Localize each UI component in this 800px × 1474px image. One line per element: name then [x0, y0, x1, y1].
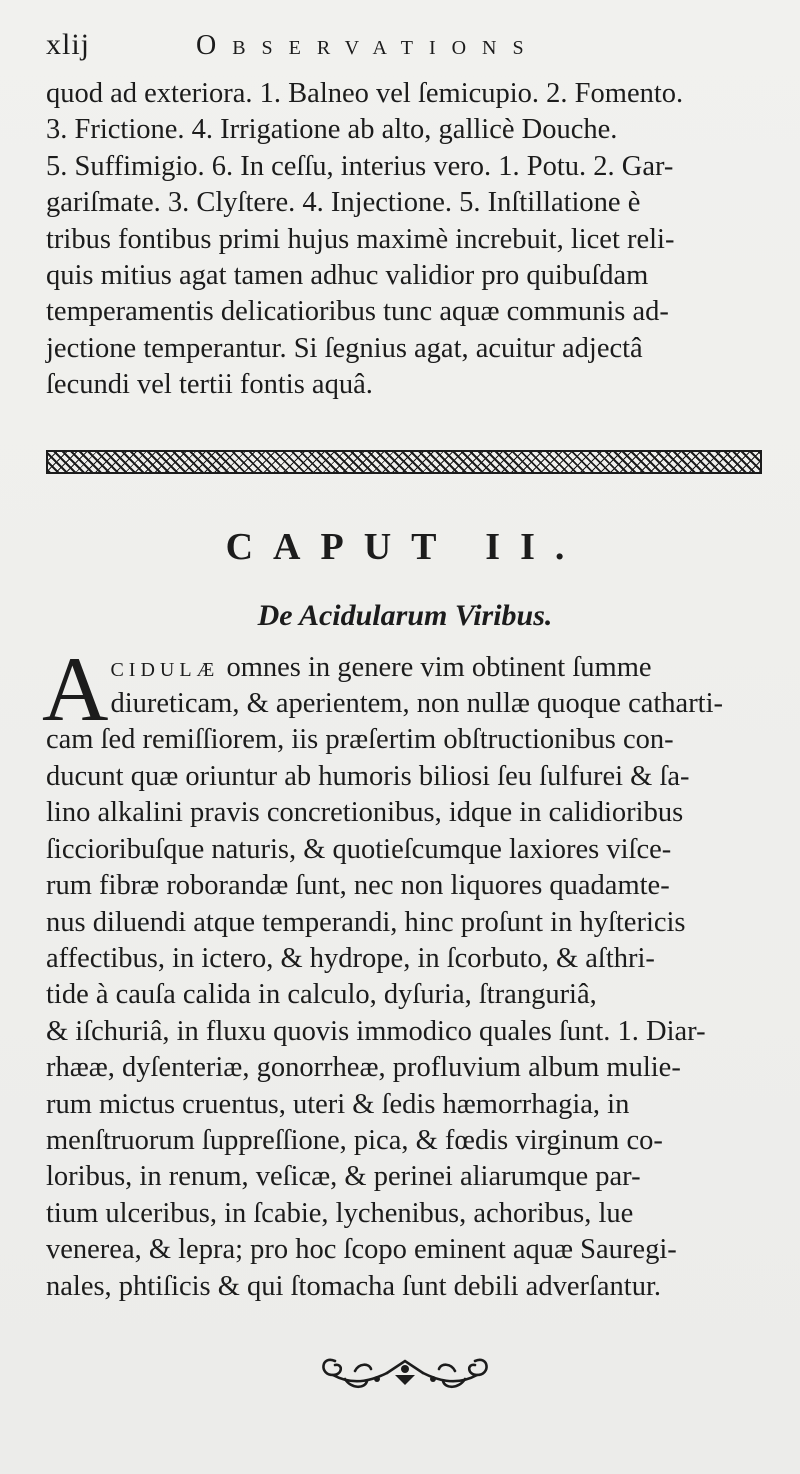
main-paragraph	[42, 637, 764, 1305]
chapter-subtitle: De Acidularum Viribus.	[257, 598, 553, 632]
text-line: quis mitius agat tamen adhuc validior pro quibuſdam	[46, 260, 649, 292]
running-head	[46, 28, 764, 74]
drop-cap: A	[42, 637, 109, 740]
text-line: 3. Frictione. 4. Irrigatione ab alto, gallicè Douche.	[46, 114, 618, 146]
text-line: diureticam, & aperientem, non nullæ quoque catharti-	[110, 688, 724, 720]
text-line: tium ulceribus, in ſcabie, lychenibus, achoribus, lue	[46, 1197, 634, 1229]
text-line: menſtruorum ſuppreſſione, pica, & fœdis virginum co-	[46, 1124, 663, 1156]
text-line: tide à cauſa calida in calculo, dyſuria, ſtranguriâ,	[46, 979, 597, 1011]
text-line: temperamentis delicatioribus tunc aquæ communis ad-	[46, 296, 669, 328]
text-line: rum mictus cruentus, uteri & ſedis hæmorrhagia, in	[46, 1088, 630, 1120]
text-line: & iſchuriâ, in fluxu quovis immodico quales ſunt. 1. Diar-	[46, 1015, 706, 1047]
running-title: Observations	[196, 30, 540, 61]
text-line: nales, phtiſicis & qui ſtomacha ſunt debili adverſantur.	[46, 1270, 661, 1302]
text-line: gariſmate. 3. Clyſtere. 4. Injectione. 5. Inſtillatione è	[46, 187, 641, 219]
decorative-rule	[46, 450, 762, 474]
text-line: affectibus, in ictero, & hydrope, in ſcorbuto, & aſthri-	[46, 942, 655, 974]
text-line: nus diluendi atque temperandi, hinc proſunt in hyſtericis	[46, 906, 686, 938]
text-line: jectione temperantur. Si ſegnius agat, acuitur adjectâ	[46, 332, 643, 364]
text-line: rum fibræ roborandæ ſunt, nec non liquores quadamte-	[46, 870, 670, 902]
text-line: ſecundi vel tertii fontis aquâ.	[46, 369, 373, 401]
text-line: omnes in genere vim obtinent ſumme	[219, 651, 652, 683]
chapter-title: CAPUT II.	[225, 525, 585, 568]
text-line: 5. Suffimigio. 6. In ceſſu, interius vero. 1. Potu. 2. Gar-	[46, 150, 674, 182]
text-line: loribus, in renum, veſicæ, & perinei aliarumque par-	[46, 1161, 641, 1193]
floral-tailpiece-icon	[315, 1349, 495, 1393]
text-line: cam ſed remiſſiorem, iis præſertim obſtructionibus con-	[46, 724, 674, 756]
text-line: lino alkalini pravis concretionibus, idque in calidioribus	[46, 797, 684, 829]
text-line: ſiccioribuſque naturis, & quotieſcumque laxiores viſce-	[46, 833, 672, 865]
text-line: ducunt quæ oriuntur ab humoris biliosi ſeu ſulfurei & ſa-	[46, 760, 690, 792]
lead-word: cidulæ	[110, 651, 220, 683]
text-line: rhææ, dyſenteriæ, gonorrheæ, profluvium album mulie-	[46, 1052, 681, 1084]
top-paragraph	[46, 76, 764, 404]
text-line: quod ad exteriora. 1. Balneo vel ſemicupio. 2. Fomento.	[46, 78, 684, 109]
text-line: tribus fontibus primi hujus maximè increbuit, licet reli-	[46, 223, 675, 255]
page-number: xlij	[46, 28, 91, 61]
text-line: venerea, & lepra; pro hoc ſcopo eminent aquæ Sauregi-	[46, 1234, 677, 1266]
